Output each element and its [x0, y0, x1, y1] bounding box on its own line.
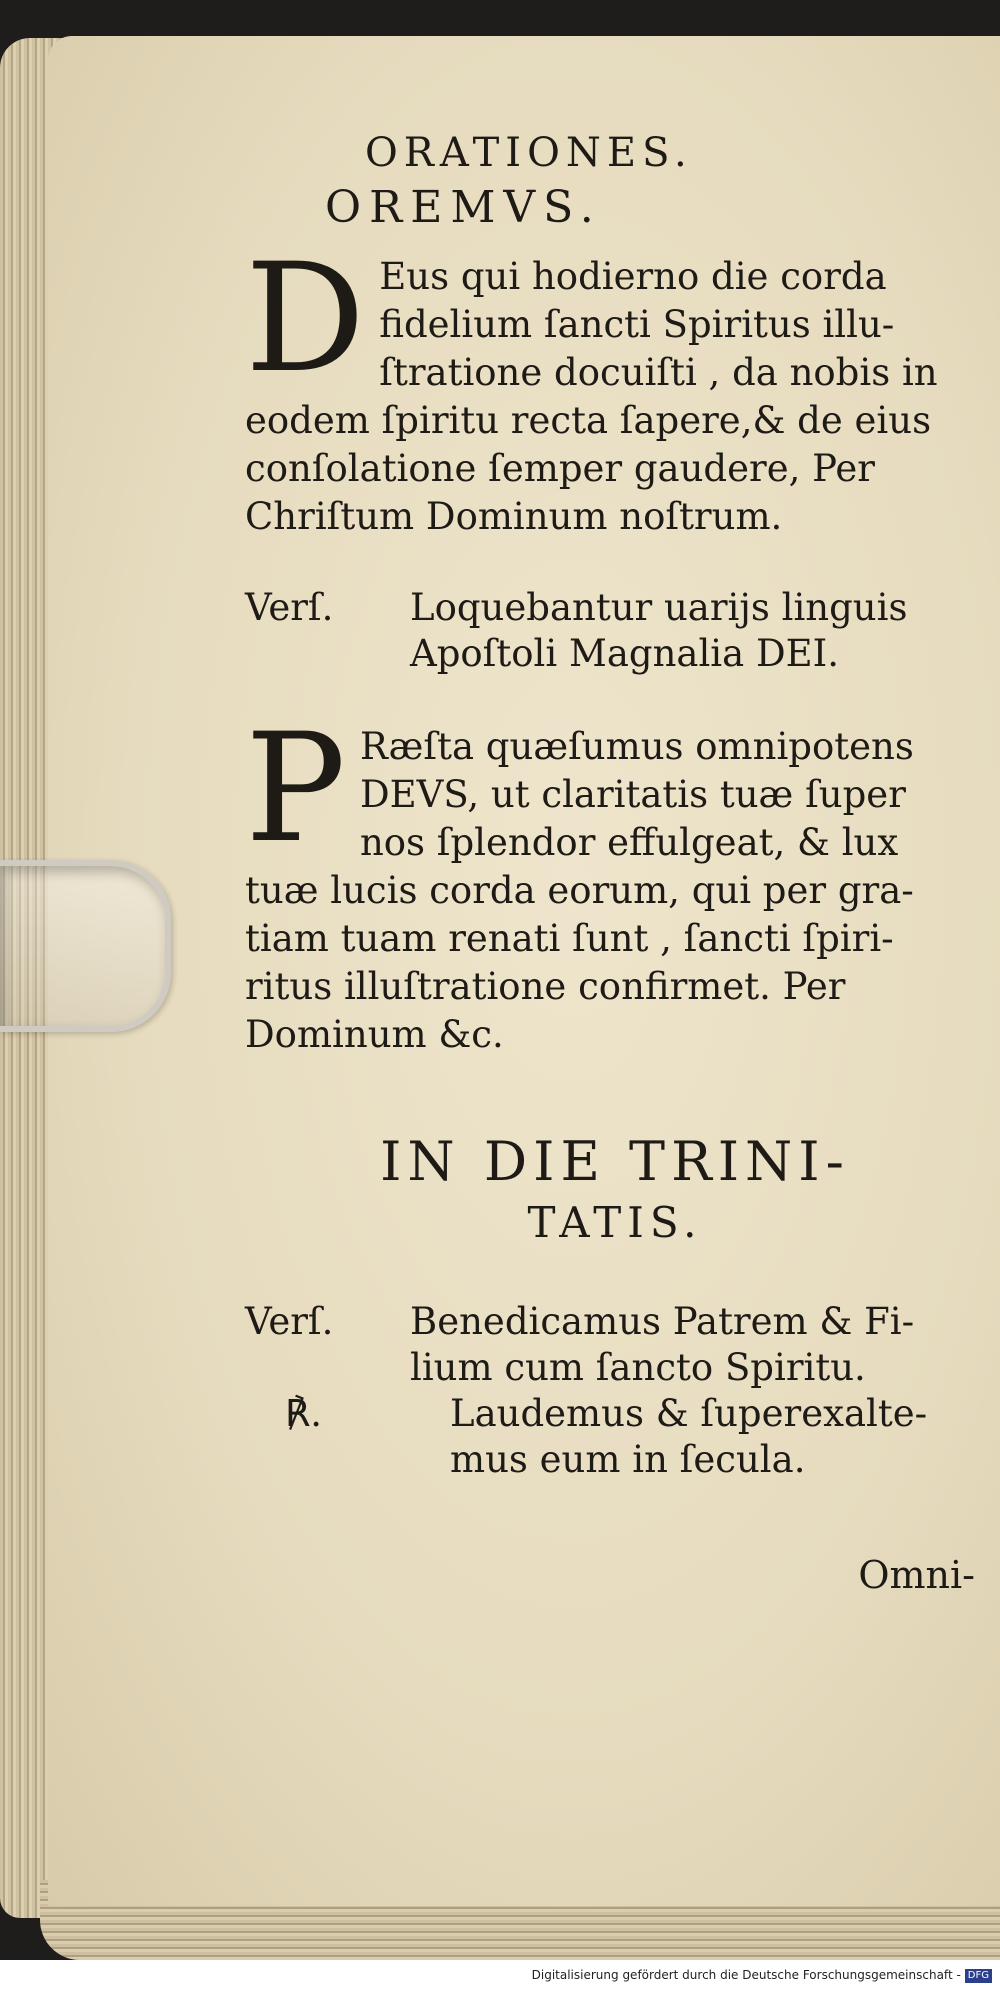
- response-line: mus eum in ſecula.: [450, 1438, 806, 1481]
- versicle-label: Verſ.: [245, 586, 334, 629]
- footer-text: Digitalisierung gefördert durch die Deutsche Forschungsgemeinschaft -: [531, 1968, 961, 1982]
- prayer-2-line: tiam tuam renati ſunt , ſancti ſpiri-: [245, 917, 894, 960]
- section-title-cont: TATIS.: [527, 1198, 703, 1247]
- prayer-1-line: eodem ſpiritu recta ſapere,& de eius: [245, 399, 932, 442]
- prayer-2-line: DEVS, ut claritatis tuæ ſuper: [359, 773, 906, 816]
- versicle-line: Apoſtoli Magnalia DEI.: [410, 632, 840, 675]
- versicle-line: lium cum ſancto Spiritu.: [410, 1346, 866, 1389]
- prayer-2-line: nos ſplendor effulgeat, & lux: [359, 821, 899, 864]
- prayer-1-line: fidelium ſancti Spiritus illu-: [379, 303, 895, 346]
- response: [245, 1391, 985, 1483]
- prayer-2: [245, 702, 985, 1059]
- dropcap-p: P: [245, 702, 346, 876]
- versicle-line: Benedicamus Patrem & Fi-: [410, 1300, 915, 1343]
- versicle-label: Verſ.: [245, 1300, 334, 1343]
- page-heading: ORATIONES.: [365, 130, 693, 176]
- page-text: [245, 130, 985, 1597]
- versicle-line: Loquebantur uarijs linguis: [410, 586, 908, 629]
- prayer-1-line: Chriſtum Dominum noſtrum.: [245, 495, 783, 538]
- prayer-1-line: ſtratione docuiſti , da nobis in: [379, 351, 938, 394]
- prayer-2-line: ritus illuſtratione confirmet. Per: [245, 965, 846, 1008]
- versicle-1: [245, 585, 985, 677]
- dropcap-d: D: [245, 232, 366, 406]
- response-label: ℟.: [285, 1392, 323, 1435]
- versicle-2: [245, 1299, 985, 1391]
- page-clip: [0, 860, 171, 1032]
- footer-credit: [0, 1960, 1000, 1990]
- oremus-heading: OREMVS.: [325, 182, 602, 233]
- response-line: Laudemus & ſuperexalte-: [450, 1392, 928, 1435]
- prayer-2-line: Dominum &c.: [245, 1013, 504, 1056]
- section-title: IN DIE TRINI-: [380, 1130, 850, 1193]
- prayer-1-line: Eus qui hodierno die corda: [379, 255, 887, 298]
- dfg-logo: DFG: [965, 1969, 992, 1983]
- prayer-1-line: conſolatione ſemper gaudere, Per: [245, 447, 875, 490]
- prayer-2-line: Ræſta quæſumus omnipotens: [359, 725, 914, 768]
- prayer-2-line: tuæ lucis corda eorum, qui per gra-: [245, 869, 914, 912]
- catchword: Omni-: [858, 1553, 975, 1597]
- prayer-1: [245, 232, 985, 541]
